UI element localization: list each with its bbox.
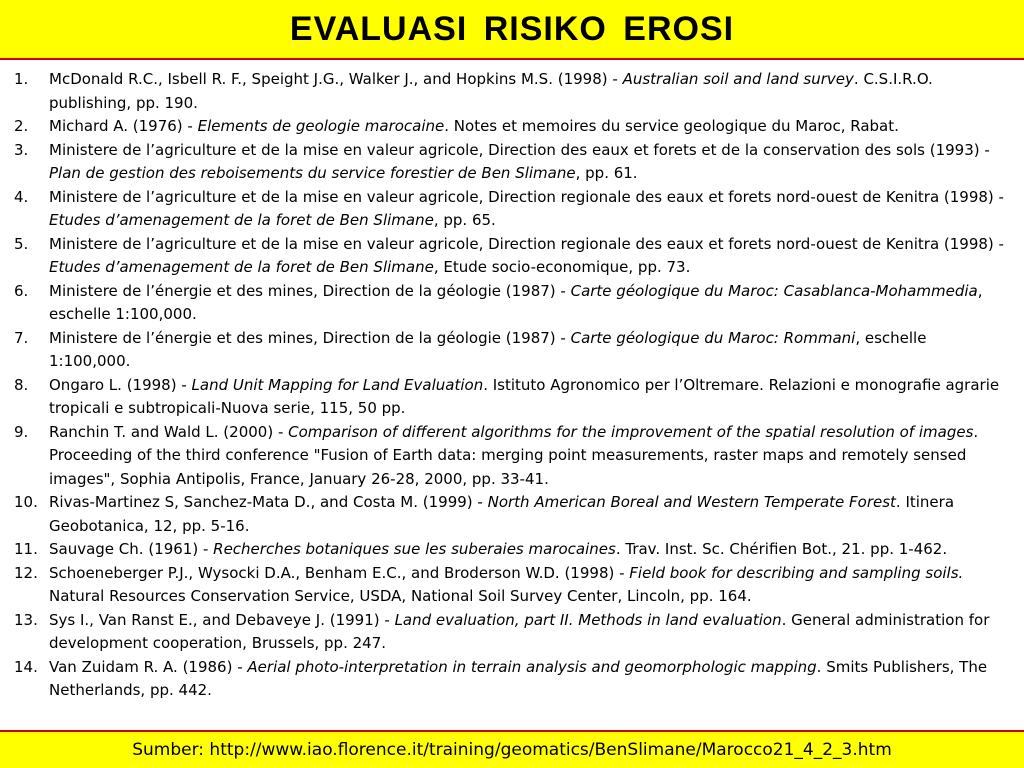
title-banner <box>0 0 1024 60</box>
list-item-number: 4. <box>14 187 29 206</box>
list-item-number: 9. <box>14 422 29 441</box>
list-item-text: Ongaro L. (1998) - Land Unit Mapping for Land Evaluation. Istituto Agronomico per l’Oltremare. Relazioni e monografie agrarie tropicali e subtropicali-Nuova serie, 115, 50 pp. <box>49 375 1000 417</box>
list-item <box>14 139 1008 186</box>
list-item-number: 1. <box>14 70 29 88</box>
list-item-text: Michard A. (1976) - Elements de geologie marocaine. Notes et memoires du service geologique du Maroc, Rabat. <box>49 117 899 135</box>
list-item <box>14 656 1008 703</box>
list-item-number: 10. <box>14 493 38 511</box>
list-item <box>14 115 1008 139</box>
list-item-text: Sauvage Ch. (1961) - Recherches botaniques sue les suberaies marocaines. Trav. Inst. Sc. Chérifien Bot., 21. pp. 1-462. <box>49 540 948 558</box>
list-item-number: 13. <box>14 610 38 629</box>
list-item <box>14 280 1008 327</box>
source-text: Sumber: http://www.iao.florence.it/training/geomatics/BenSlimane/Marocco21_4_2_3.htm <box>132 740 892 760</box>
list-item-number: 3. <box>14 140 29 159</box>
list-item-number: 11. <box>14 540 38 558</box>
list-item-text: Ministere de l’énergie et des mines, Direction de la géologie (1987) - Carte géologique du Maroc: Casablanca-Mohammedia, eschelle 1:100,000. <box>49 281 983 323</box>
list-item-text: Sys I., Van Ranst E., and Debaveye J. (1991) - Land evaluation, part II. Methods in land evaluation. General administration for development cooperation, Brussels, pp. 247. <box>49 610 990 652</box>
list-item <box>14 421 1008 492</box>
list-item <box>14 233 1008 280</box>
list-item-number: 12. <box>14 563 38 582</box>
list-item-number: 7. <box>14 328 29 347</box>
page-title: EVALUASI RISIKO EROSI <box>289 9 735 48</box>
list-item-number: 5. <box>14 234 29 253</box>
list-item-text: Rivas-Martinez S, Sanchez-Mata D., and Costa M. (1999) - North American Boreal and Western Temperate Forest. Itinera Geobotanica, 12, pp. 5-16. <box>49 493 955 535</box>
list-item-text: McDonald R.C., Isbell R. F., Speight J.G., Walker J., and Hopkins M.S. (1998) - Australian soil and land survey. C.S.I.R.O. publishing, pp. 190. <box>49 70 933 112</box>
list-item <box>14 68 1008 115</box>
list-item-text: Ministere de l’agriculture et de la mise en valeur agricole, Direction des eaux et forets et de la conservation des sols (1993) - Plan de gestion des reboisements du service forestier de Ben Slimane, pp. 61. <box>49 140 990 182</box>
list-item <box>14 327 1008 374</box>
list-item-text: Ministere de l’énergie et des mines, Direction de la géologie (1987) - Carte géologique du Maroc: Rommani, eschelle 1:100,000. <box>49 328 927 370</box>
list-item-number: 6. <box>14 281 29 300</box>
list-item <box>14 186 1008 233</box>
list-item-number: 14. <box>14 657 38 676</box>
list-item-text: Ranchin T. and Wald L. (2000) - Comparison of different algorithms for the improvement of the spatial resolution of images. Proceeding of the third conference "Fusion of Earth data: merging point measurements, raster maps and remotely sensed images", Sophia Antipolis, France, January 26-28, 2000, pp. 33-41. <box>49 422 979 488</box>
list-item-text: Ministere de l’agriculture et de la mise en valeur agricole, Direction regionale des eaux et forets nord-ouest de Kenitra (1998) - Etudes d’amenagement de la foret de Ben Slimane, Etude socio-economique, pp. 73. <box>49 234 1004 276</box>
list-item-text: Ministere de l’agriculture et de la mise en valeur agricole, Direction regionale des eaux et forets nord-ouest de Kenitra (1998) - Etudes d’amenagement de la foret de Ben Slimane, pp. 65. <box>49 187 1004 229</box>
list-item <box>14 374 1008 421</box>
list-item <box>14 609 1008 656</box>
list-item <box>14 538 1008 562</box>
list-item-number: 2. <box>14 117 29 135</box>
list-item <box>14 491 1008 538</box>
list-item-text: Schoeneberger P.J., Wysocki D.A., Benham E.C., and Broderson W.D. (1998) - Field book for describing and sampling soils. Natural Resources Conservation Service, USDA, National Soil Survey Center, Lincoln, pp. 164. <box>49 563 964 605</box>
list-item-number: 8. <box>14 375 29 394</box>
reference-list <box>0 64 1024 728</box>
source-footer <box>0 730 1024 768</box>
list-item-text: Van Zuidam R. A. (1986) - Aerial photo-interpretation in terrain analysis and geomorphologic mapping. Smits Publishers, The Netherlands, pp. 442. <box>49 657 988 699</box>
list-item <box>14 562 1008 609</box>
